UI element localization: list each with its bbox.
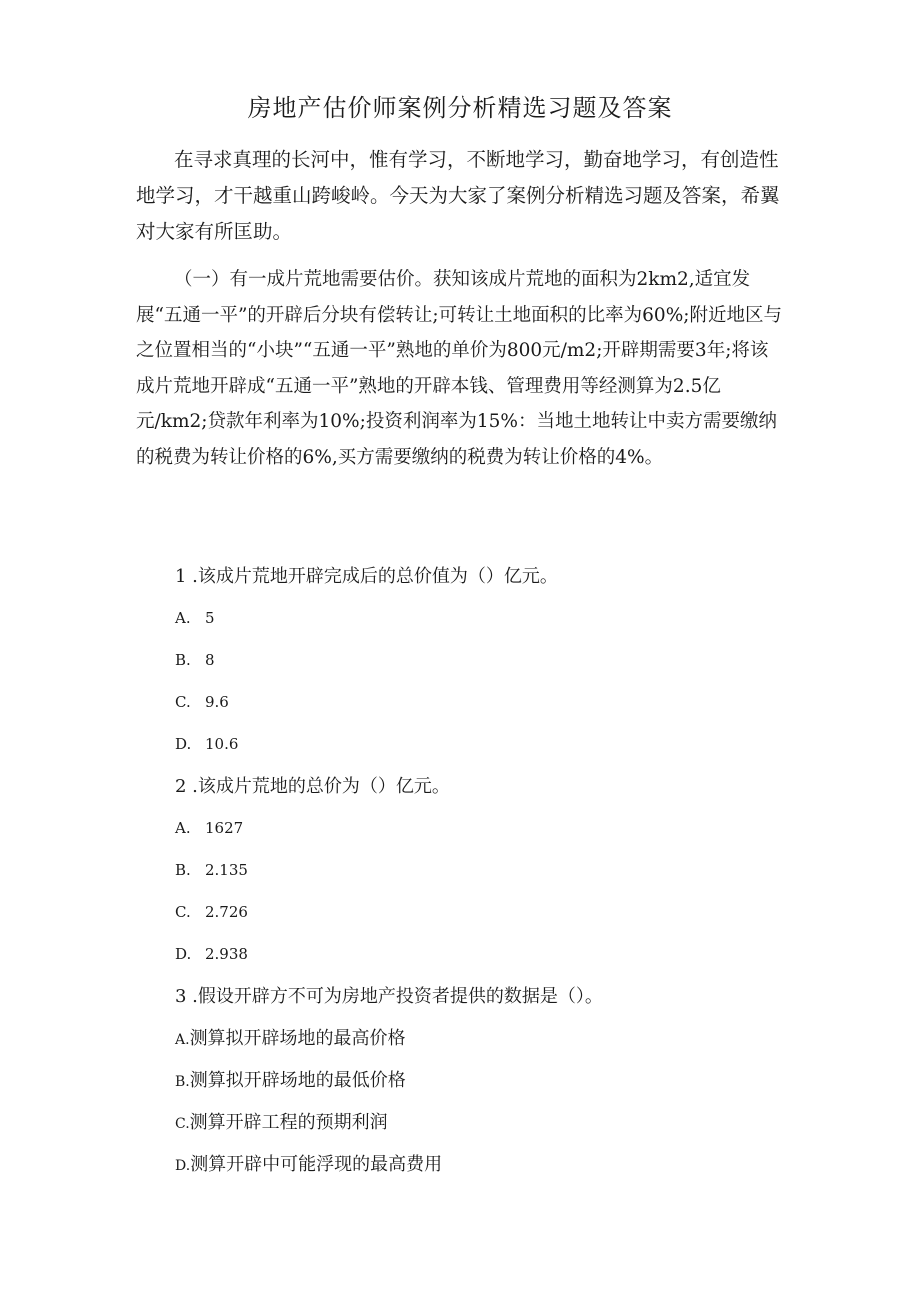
option-letter: C. <box>175 903 191 921</box>
option-letter: D. <box>175 945 192 963</box>
option-value: 测算拟开辟场地的最低价格 <box>189 1070 406 1091</box>
q2-option-b <box>175 858 248 882</box>
option-letter: D. <box>175 1158 191 1174</box>
q3-option-d <box>175 1150 442 1181</box>
q3-option-a <box>175 1024 406 1055</box>
option-value: 9.6 <box>205 693 229 711</box>
option-value: 测算拟开辟场地的最高价格 <box>189 1028 406 1049</box>
option-value: 2.726 <box>205 903 248 921</box>
option-letter: B. <box>175 861 191 879</box>
question-2: 2 .该成片荒地的总价为（）亿元。 <box>175 776 450 797</box>
option-value: 1627 <box>205 819 244 837</box>
question-1: 1 .该成片荒地开辟完成后的总价值为（）亿元。 <box>175 566 558 587</box>
option-letter: C. <box>175 1116 190 1132</box>
option-value: 10.6 <box>205 735 239 753</box>
option-letter: D. <box>175 735 192 753</box>
option-letter: A. <box>175 609 191 627</box>
option-value: 测算开辟中可能浮现的最高费用 <box>190 1154 443 1175</box>
option-letter: C. <box>175 693 191 711</box>
q3-option-b <box>175 1066 406 1097</box>
question-3: 3 .假设开辟方不可为房地产投资者提供的数据是（）。 <box>175 986 603 1007</box>
option-letter: A. <box>175 819 191 837</box>
q2-option-d <box>175 942 248 966</box>
document-title: 房地产估价师案例分析精选习题及答案 <box>247 94 673 122</box>
q1-option-a <box>175 606 215 630</box>
option-letter: B. <box>175 651 191 669</box>
option-value: 5 <box>205 609 215 627</box>
option-letter: A. <box>175 1032 190 1048</box>
option-value: 测算开辟工程的预期利润 <box>189 1112 388 1133</box>
q2-option-c <box>175 900 248 924</box>
option-value: 8 <box>205 651 215 669</box>
q1-option-c <box>175 690 229 714</box>
q1-option-d <box>175 732 238 756</box>
q2-option-a <box>175 816 243 840</box>
q1-option-b <box>175 648 215 672</box>
option-value: 2.135 <box>205 861 248 879</box>
option-letter: B. <box>175 1074 190 1090</box>
case-paragraph: （一）有一成片荒地需要估价。获知该成片荒地的面积为2km2,适宜发展“五通一平”的开辟后分块有偿转让;可转让土地面积的比率为60%;附近地区与之位置相当的“小块”“五通一平”熟地的单价为800元/m2;开辟期需要3年;将该成片荒地开辟成“五通一平”熟地的开辟本钱、管理费用等经测算为2.5亿元/km2;贷款年利率为10%;投资利润率为15%：当地土地转让中卖方需要缴纳的税费为转让价格的6%,买方需要缴纳的税费为转让价格的4%。 <box>136 269 783 468</box>
option-value: 2.938 <box>205 945 248 963</box>
intro-paragraph: 在寻求真理的长河中，惟有学习，不断地学习，勤奋地学习，有创造性地学习，才干越重山跨峻岭。今天为大家了案例分析精选习题及答案，希翼对大家有所匡助。 <box>136 148 780 243</box>
q3-option-c <box>175 1108 388 1139</box>
